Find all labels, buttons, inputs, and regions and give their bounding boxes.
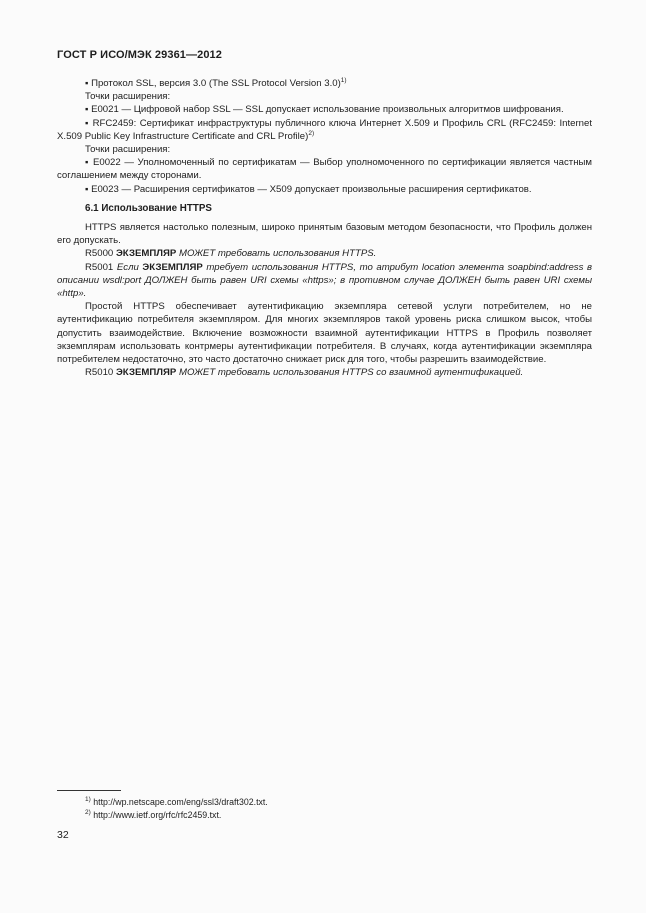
list-item-text: ▪ Протокол SSL, версия 3.0 (The SSL Protocol Version 3.0)	[85, 78, 341, 89]
requirement-text: МОЖЕТ требовать использования HTTPS.	[178, 248, 377, 260]
requirement-keyword: ЭКЗЕМПЛЯР	[115, 367, 177, 379]
footnote-2	[85, 809, 268, 822]
requirement-r5010	[57, 366, 592, 379]
footnote-ref: 1)	[340, 77, 347, 84]
paragraph-intro: HTTPS является настолько полезным, широко принятым базовым методом безопасности, что Профиль должен его допускать.	[57, 222, 592, 247]
requirement-r5000	[57, 247, 592, 260]
footnote-ref: 2)	[308, 129, 315, 137]
page-content	[57, 77, 592, 379]
footnotes	[85, 796, 268, 822]
section-heading: 6.1 Использование HTTPS	[85, 202, 212, 214]
footnote-link[interactable]: http://www.ietf.org/rfc/rfc2459.txt.	[93, 810, 222, 820]
list-item-rfc2459	[57, 117, 592, 143]
list-item-e0022: ▪ E0022 — Уполномоченный по сертификатам — Выбор уполномоченного по сертификации является частным соглашением между сторонами.	[57, 157, 592, 182]
footnote-link[interactable]: http://wp.netscape.com/eng/ssl3/draft302.txt.	[93, 797, 268, 807]
requirement-pre: Если	[116, 261, 139, 273]
page-number: 32	[57, 829, 69, 841]
requirement-id: R5000	[85, 248, 114, 260]
requirement-r5001	[57, 261, 592, 301]
requirement-id: R5010	[85, 367, 114, 379]
requirement-id: R5001	[85, 261, 114, 273]
requirement-text: требует использования HTTPS, то атрибут location элемента soapbind:address в описании wsdl:port ДОЛЖЕН быть равен URI схемы «https»; в противном случае ДОЛЖЕН быть равен URI схемы «http».	[57, 261, 592, 300]
requirement-keyword: ЭКЗЕМПЛЯР	[142, 261, 203, 273]
list-item-e0023: ▪ E0023 — Расширения сертификатов — X509 допускает произвольные расширения сертификатов.	[85, 183, 532, 195]
extension-points-label: Точки расширения:	[85, 91, 171, 103]
requirement-keyword: ЭКЗЕМПЛЯР	[115, 248, 177, 260]
footnote-mark: 1)	[85, 796, 91, 803]
footnote-1	[85, 796, 268, 809]
page-header: ГОСТ Р ИСО/МЭК 29361—2012	[57, 49, 222, 61]
list-item-e0021: ▪ E0021 — Цифровой набор SSL — SSL допускает использование произвольных алгоритмов шифрования.	[85, 104, 564, 116]
list-item-text: ▪ RFC2459: Сертификат инфраструктуры публичного ключа Интернет X.509 и Профиль CRL (RFC2459: Internet X.509 Public Key Infrastructure Certificate and CRL Profile)	[57, 117, 593, 142]
requirement-text: МОЖЕТ требовать использования HTTPS со взаимной аутентификацией.	[178, 367, 524, 379]
footnote-mark: 2)	[85, 809, 91, 816]
paragraph-auth: Простой HTTPS обеспечивает аутентификацию экземпляра сетевой услуги потребителем, но не аутентификацию потребителя экземпляром. Для многих экземпляров такой уровень риска слишком высок, чтобы допустить взаимодействие. Включение возможности взаимной аутентификации HTTPS в Профиль позволяет экземплярам использовать контрмеры аутентификации потребителя. В случаях, когда аутентификации экземпляра потребителем недостаточно, это часто достаточно снижает риск для того, чтобы разрешить взаимодействие.	[57, 301, 592, 366]
extension-points-label: Точки расширения:	[85, 144, 171, 156]
footnote-divider	[57, 790, 121, 791]
list-item-ssl	[57, 77, 592, 90]
